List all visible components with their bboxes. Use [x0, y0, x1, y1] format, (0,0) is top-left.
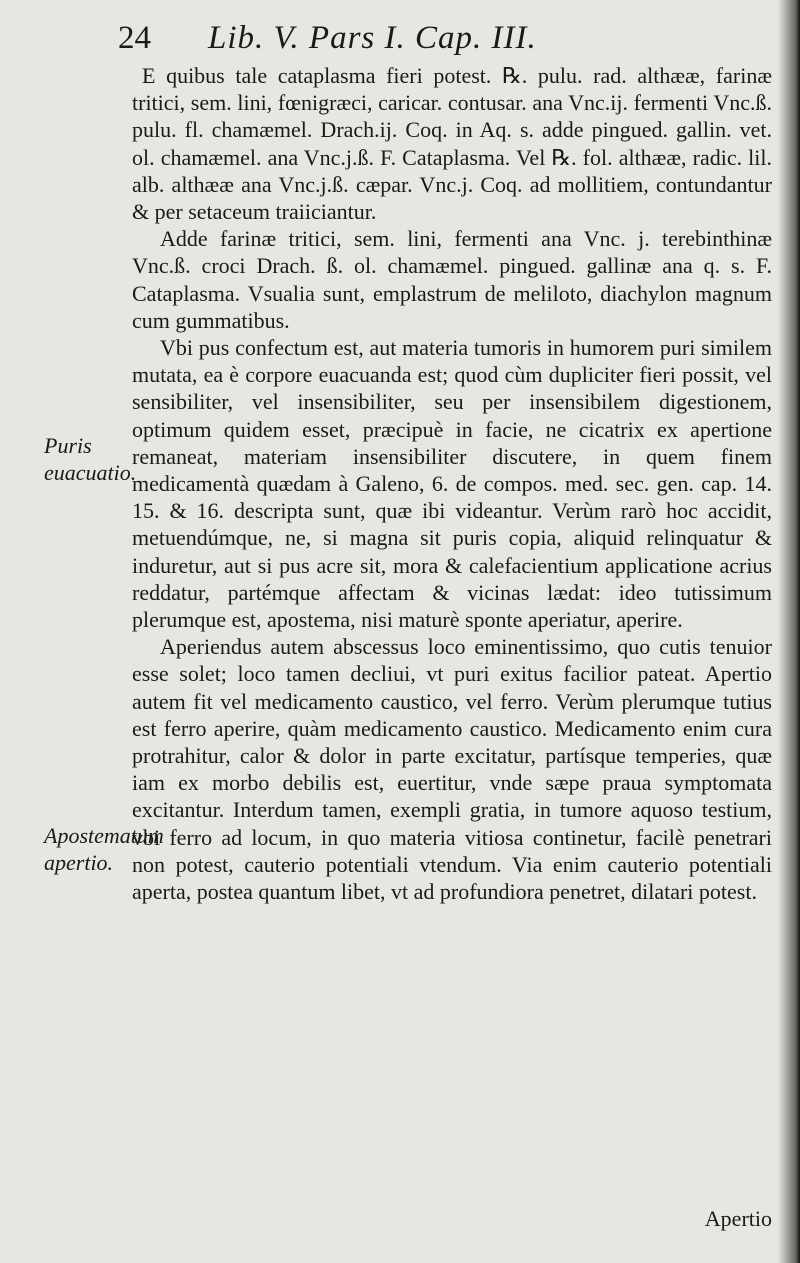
page-edge-shadow [778, 0, 800, 1263]
page-number: 24 [118, 20, 151, 56]
paragraph-apertio: Aperiendus autem abscessus loco eminentissimo, quo cutis tenuior esse solet; loco tamen decliui, vt puri exitus facilior pateat. Apertio autem fit vel medicamento caustico, vel ferro. Verùm plerumque tutius est ferro aperire, quàm medicamento caustico. Medicamento enim cura protrahitur, calor & dolor in parte excitatur, partísque temperies, quæ iam ex morbo debilis est, euertitur, vnde sæpe praua symptomata excitantur. Interdum tamen, exempli gratia, in tumore aquoso testium, vbi ferro ad locum, in quo materia vitiosa continetur, facilè penetrari non potest, cauterio potentiali vtendum. Via enim cauterio potentiali aperta, postea quantum libet, vt ad profundiora penetret, dilatari potest. [132, 634, 772, 905]
paragraph-cataplasma: E quibus tale cataplasma fieri potest. ℞. pulu. rad. althææ, farinæ tritici, sem. lini, fœnigræci, caricar. contusar. ana Vnc.ij. fermenti Vnc.ß. pulu. fl. chamæmel. Drach.ij. Coq. in Aq. s. adde pingued. gallin. vet. ol. chamæmel. ana Vnc.j.ß. F. Cataplasma. Vel ℞. fol. althææ, radic. lil. alb. althææ ana Vnc.j.ß. cæpar. Vnc.j. Coq. ad mollitiem, contundantur & per setaceum traiiciantur. [132, 63, 772, 225]
paragraph-pus-euacuatio: Vbi pus confectum est, aut materia tumoris in humorem puri similem mutata, ea è corpore euacuanda est; quod cùm dupliciter fieri possit, vel sensibiliter, vel insensibiliter, seu per insensibilem digestionem, optimum quidem esset, præcipuè in facie, ne cicatrix ex apertione remaneat, materiam insensibiliter discutere, in quem finem medicamentà quædam à Galeno, 6. de compos. med. sec. gen. cap. 14. 15. & 16. descripta sunt, quæ ibi videantur. Verùm rarò hoc accidit, metuendúmque, ne, si magna sit puris copia, aliquid relinquatur & induretur, aut si pus acre sit, mora & calefacientium applicatione acrius reddatur, partémque affectam & vicinas lædat: ideo tutissimum plerumque est, apostema, nisi maturè sponte aperiatur, aperire. [132, 335, 772, 633]
running-title: Lib. V. Pars I. Cap. III. [208, 20, 537, 56]
body-text [132, 62, 772, 905]
paragraph-adde: Adde farinæ tritici, sem. lini, fermenti ana Vnc. j. terebinthinæ Vnc.ß. croci Drach. ß. ol. chamæmel. pingued. gallinæ ana q. s. F. Cataplasma. Vsualia sunt, emplastrum de meliloto, diachylon magnum cum gummatibus. [132, 226, 772, 333]
page-header [118, 16, 738, 60]
margin-note-apostematum-apertio: Apostematum apertio. [44, 823, 164, 875]
catchword: Apertio [704, 1206, 772, 1231]
margin-note-puris-euacuatio: Puris euacuatio. [44, 433, 137, 485]
